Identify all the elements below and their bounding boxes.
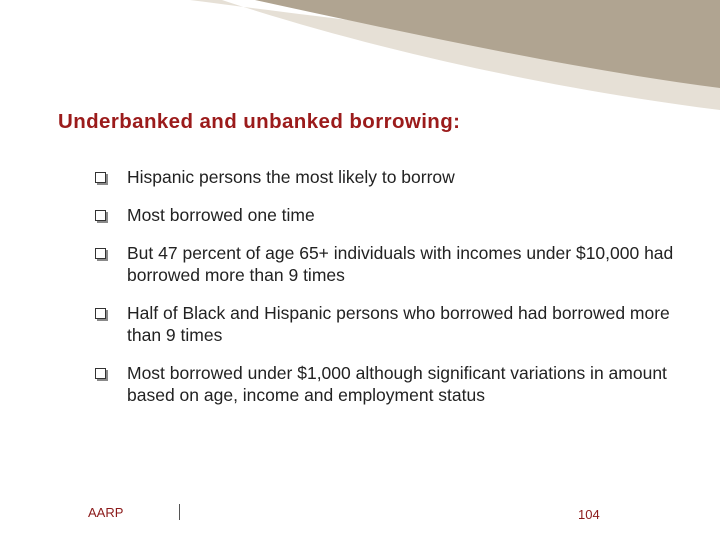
header-swoosh-graphic — [0, 0, 720, 110]
checkbox-bullet-icon — [95, 368, 106, 379]
bullet-item — [95, 302, 685, 346]
page-number: 104 — [578, 507, 600, 522]
footer-divider — [179, 504, 180, 520]
footer-organization: AARP — [88, 505, 124, 520]
slide-title: Underbanked and unbanked borrowing: — [58, 110, 461, 133]
bullet-list — [95, 166, 685, 422]
bullet-text: Most borrowed one time — [127, 205, 315, 225]
checkbox-bullet-icon — [95, 308, 106, 319]
checkbox-bullet-icon — [95, 210, 106, 221]
checkbox-bullet-icon — [95, 248, 106, 259]
bullet-text: Most borrowed under $1,000 although significant variations in amount based on age, income and employment status — [127, 363, 667, 405]
bullet-item — [95, 362, 685, 406]
checkbox-bullet-icon — [95, 172, 106, 183]
bullet-item — [95, 242, 685, 286]
bullet-text: Half of Black and Hispanic persons who borrowed had borrowed more than 9 times — [127, 303, 670, 345]
bullet-text: Hispanic persons the most likely to borrow — [127, 167, 455, 187]
bullet-item — [95, 166, 685, 188]
bullet-text: But 47 percent of age 65+ individuals with incomes under $10,000 had borrowed more than 9 times — [127, 243, 674, 285]
bullet-item — [95, 204, 685, 226]
